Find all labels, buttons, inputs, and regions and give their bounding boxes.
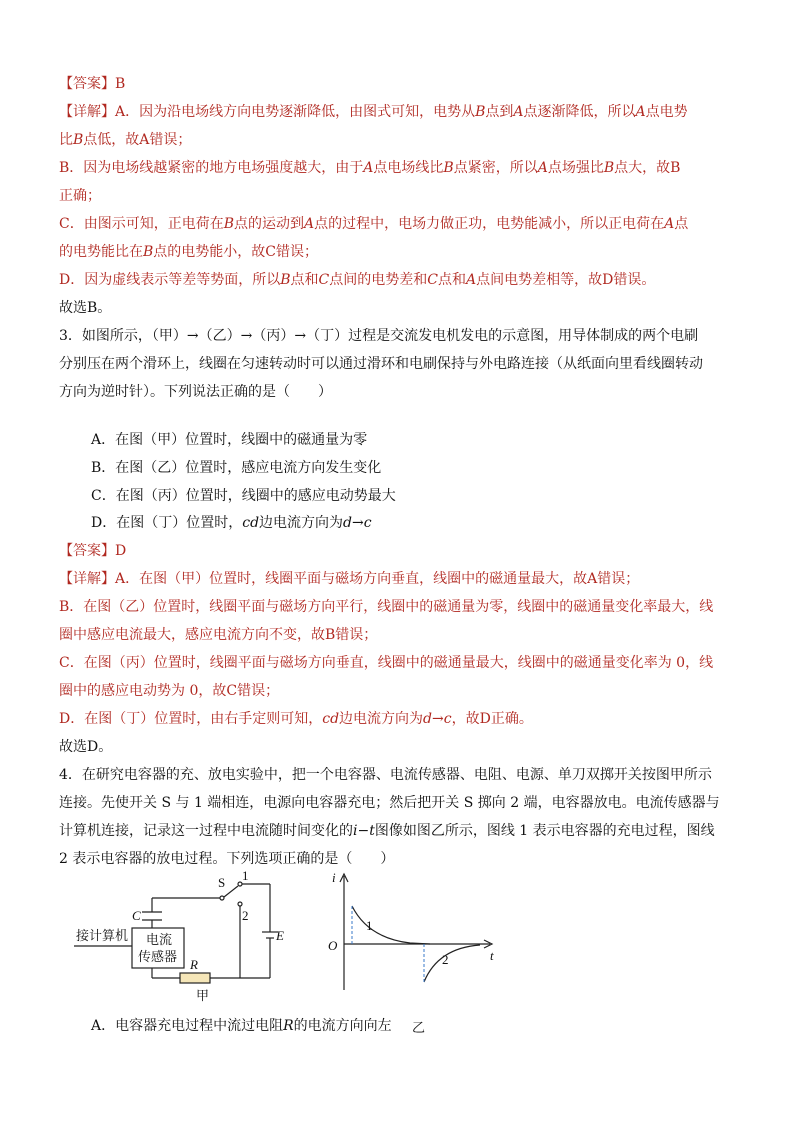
var: cd — [242, 515, 260, 531]
q2-answer — [59, 74, 125, 94]
text: 点的运动到 — [234, 216, 305, 232]
curve-1-label: 1 — [366, 918, 373, 933]
q4-option-a — [91, 1016, 392, 1036]
resistor-symbol — [180, 973, 210, 983]
q4-stem-1: 4．在研究电容器的充、放电实验中，把一个电容器、电流传感器、电阻、电源、单刀双掷开关按图甲所示 — [59, 767, 712, 783]
q2-detail-b2 — [59, 186, 101, 206]
text: A．因为沿电场线方向电势逐渐降低，由图式可知，电势从 — [115, 104, 476, 120]
text: 点的电势能小，故C错误； — [153, 244, 319, 260]
terminal-1-label: 1 — [242, 868, 249, 883]
text: 点间的电势差和 — [329, 272, 428, 288]
curve-2-label: 2 — [442, 952, 449, 967]
q3-detail-a — [59, 569, 639, 589]
figure-caption-jia: 甲 — [196, 988, 210, 1003]
sensor-label-2: 传感器 — [138, 949, 178, 964]
var: B — [73, 132, 84, 148]
var: R — [283, 1018, 294, 1034]
text: D．在图（丁）位置时， — [91, 515, 243, 531]
emf-label: E — [276, 928, 284, 943]
text: 点场强比 — [547, 160, 604, 176]
answer-value: B — [115, 76, 126, 92]
text: 计算机连接，记录这一过程中电流随时间变化的 — [59, 823, 353, 839]
sensor-label-1: 电流 — [146, 932, 173, 947]
capacitor-label: C — [132, 908, 141, 923]
text: 边电流方向为 — [259, 515, 344, 531]
var: A — [363, 160, 374, 176]
text: 点低，故A错误； — [83, 132, 192, 148]
q3-detail-b: B．在图（乙）位置时，线圈平面与磁场方向平行，线圈中的磁通量为零，线圈中的磁通量变化率最大，线 — [59, 599, 714, 615]
answer-value: D — [115, 543, 127, 559]
q3-option-a: A．在图（甲）位置时，线圈中的磁通量为零 — [91, 432, 368, 448]
text: 的电流方向向左 — [293, 1018, 392, 1034]
var: B — [280, 272, 291, 288]
var: C — [427, 272, 438, 288]
var: A — [465, 272, 477, 288]
text: 点间电势差相等，故D错误。 — [476, 272, 656, 288]
resistor-label: R — [190, 957, 198, 972]
detail-label: 【详解】 — [59, 571, 115, 587]
text: 点电场线比 — [373, 160, 444, 176]
current-time-graph — [320, 868, 510, 1038]
var: i−t — [353, 823, 375, 839]
text: B．因为电场线越紧密的地方电场强度越大，由于 — [59, 160, 364, 176]
var: A — [664, 216, 675, 232]
q3-stem-1: 3．如图所示，（甲）→（乙）→（丙）→（丁）过程是交流发电机发电的示意图，用导体制成的两个电刷 — [59, 328, 699, 344]
q3-detail-d — [59, 709, 533, 729]
var: B — [603, 160, 615, 176]
var: d→c — [423, 711, 452, 727]
q3-detail-b2: 圈中感应电流最大，感应电流方向不变，故B错误； — [59, 627, 378, 643]
figure-caption-yi: 乙 — [412, 1020, 426, 1035]
q3-option-c: C．在图（丙）位置时，线圈中的感应电动势最大 — [91, 488, 396, 504]
switch-label: S — [218, 875, 226, 890]
text: 比 — [59, 132, 73, 148]
text: 的电势能比在 — [59, 244, 143, 260]
text: 点紧密，所以 — [453, 160, 538, 176]
text: A．在图（甲）位置时，线圈平面与磁场方向垂直，线圈中的磁通量最大，故A错误； — [115, 571, 640, 587]
q3-detail-c: C．在图（丙）位置时，线圈平面与磁场方向垂直，线圈中的磁通量最大，线圈中的磁通量变化率为 0，线 — [59, 655, 714, 671]
var: A — [513, 104, 524, 120]
text: 点 — [674, 216, 689, 232]
computer-label: 接计算机 — [76, 928, 129, 943]
text: 点和 — [290, 272, 319, 288]
var: A — [635, 104, 646, 120]
q2-detail-d — [59, 270, 655, 290]
answer-label: 【答案】 — [59, 543, 115, 559]
text: C．由图示可知，正电荷在 — [59, 216, 224, 232]
q3-stem-3: 方向为逆时针）。下列说法正确的是（ ） — [59, 384, 332, 400]
q3-conclusion: 故选D。 — [59, 739, 113, 755]
detail-label: 【详解】 — [59, 104, 115, 120]
var: cd — [322, 711, 340, 727]
q3-stem-2: 分别压在两个滑环上，线圈在匀速转动时可以通过滑环和电刷保持与外电路连接（从纸面向里看线圈转动 — [59, 356, 703, 372]
q2-detail-c — [59, 214, 688, 234]
text: 边电流方向为 — [339, 711, 424, 727]
q3-answer — [59, 541, 126, 561]
var: B — [223, 216, 235, 232]
text: 点的过程中，电场力做正功，电势能减小，所以正电荷在 — [314, 216, 665, 232]
text: 正确； — [59, 188, 101, 204]
text: 点电势 — [645, 104, 688, 120]
q2-detail-a2 — [59, 130, 191, 150]
q3-detail-c2: 圈中的感应电动势为 0，故C错误； — [59, 683, 280, 699]
origin-label: O — [328, 938, 338, 953]
x-axis-label: t — [490, 948, 494, 963]
text: D．在图（丁）位置时，由右手定则可知， — [59, 711, 323, 727]
q2-detail-a — [59, 102, 688, 122]
var: C — [318, 272, 330, 288]
q2-detail-c2 — [59, 242, 318, 262]
q3-option-b: B．在图（乙）位置时，感应电流方向发生变化 — [91, 460, 382, 476]
var: B — [475, 104, 486, 120]
q4-stem-3 — [59, 821, 715, 841]
text: D．因为虚线表示等差等势面，所以 — [59, 272, 281, 288]
text: A．电容器充电过程中流过电阻 — [91, 1018, 284, 1034]
circuit-diagram — [72, 868, 302, 1013]
q4-stem-4: 2 表示电容器的放电过程。下列选项正确的是（ ） — [59, 851, 395, 867]
var: d→c — [343, 515, 372, 531]
q4-stem-2: 连接。先使开关 S 与 1 端相连，电源向电容器充电；然后把开关 S 掷向 2 端，电容器放电。电流传感器与 — [59, 795, 720, 811]
text: 图像如图乙所示，图线 1 表示电容器的充电过程，图线 — [374, 823, 715, 839]
q3-option-d — [91, 513, 372, 533]
text: 点和 — [437, 272, 466, 288]
var: B — [443, 160, 454, 176]
q2-detail-b — [59, 158, 680, 178]
q2-conclusion: 故选B。 — [59, 300, 112, 316]
text: 点逐渐降低，所以 — [523, 104, 636, 120]
text: 点大，故B — [614, 160, 681, 176]
y-axis-label: i — [332, 870, 336, 885]
terminal-2-label: 2 — [242, 908, 249, 923]
text: ，故D正确。 — [451, 711, 533, 727]
var: A — [304, 216, 315, 232]
answer-label: 【答案】 — [59, 76, 115, 92]
var: A — [537, 160, 548, 176]
text: 点到 — [485, 104, 514, 120]
var: B — [143, 244, 154, 260]
